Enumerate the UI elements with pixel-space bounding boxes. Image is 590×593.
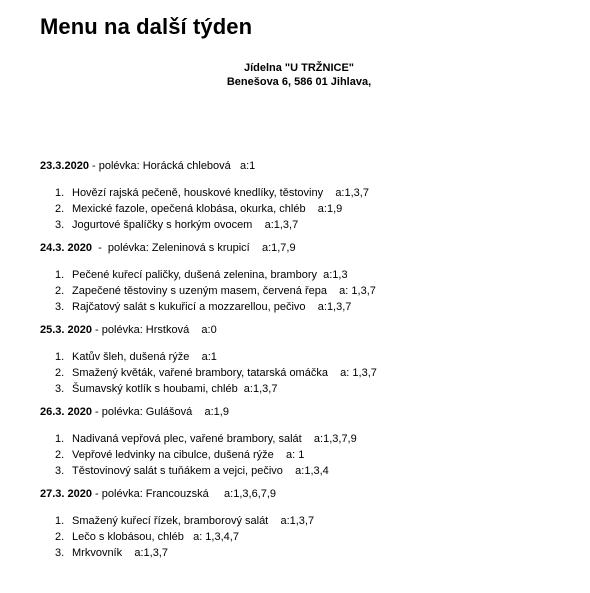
meal-text: Jogurtové špalíčky s horkým ovocem a:1,3,7: [72, 219, 299, 231]
meal-text: Zapečené těstoviny s uzeným masem, červená řepa a: 1,3,7: [72, 285, 376, 297]
meal-item: [40, 432, 580, 448]
day-heading: [40, 487, 580, 501]
meal-item: [40, 530, 580, 546]
meal-item: [40, 448, 580, 464]
meal-item: [40, 382, 580, 398]
meal-number: 2.: [55, 531, 65, 543]
meal-number: 3.: [55, 301, 65, 313]
meal-item: [40, 350, 580, 366]
meal-number: 1.: [55, 187, 65, 199]
day-section: [40, 159, 580, 234]
day-date: 26.3. 2020: [40, 406, 92, 418]
soup-info: - polévka: Gulášová a:1,9: [92, 406, 229, 418]
meal-item: [40, 366, 580, 382]
meal-text: Smažený kuřecí řízek, bramborový salát a:1,3,7: [72, 515, 315, 527]
day-heading: [40, 241, 580, 255]
meal-number: 1.: [55, 269, 65, 281]
day-section: [40, 487, 580, 562]
meal-text: Hovězí rajská pečeně, houskové knedlíky, těstoviny a:1,3,7: [72, 187, 369, 199]
meal-list: [40, 186, 580, 234]
soup-info: - polévka: Francouzská a:1,3,6,7,9: [92, 488, 277, 500]
meal-item: [40, 218, 580, 234]
page-title: Menu na další týden: [40, 14, 253, 39]
meal-item: [40, 300, 580, 316]
weekly-menu: [40, 159, 580, 562]
meal-list: [40, 432, 580, 480]
meal-number: 2.: [55, 285, 65, 297]
day-section: [40, 241, 580, 316]
meal-number: 3.: [55, 465, 65, 477]
meal-text: Lečo s klobásou, chléb a: 1,3,4,7: [72, 531, 239, 543]
meal-number: 2.: [55, 203, 65, 215]
day-section: [40, 405, 580, 480]
meal-item: [40, 546, 580, 562]
meal-number: 3.: [55, 219, 65, 231]
soup-info: - polévka: Horácká chlebová a:1: [88, 160, 256, 172]
meal-item: [40, 268, 580, 284]
meal-text: Mexické fazole, opečená klobása, okurka, chléb a:1,9: [72, 203, 343, 215]
soup-info: - polévka: Zeleninová s krupicí a:1,7,9: [92, 242, 296, 254]
meal-text: Šumavský kotlík s houbami, chléb a:1,3,7: [72, 383, 278, 395]
day-date: 27.3. 2020: [40, 488, 92, 500]
meal-item: [40, 186, 580, 202]
meal-number: 3.: [55, 383, 65, 395]
canteen-name: Jídelna "U TRŽNICE": [243, 62, 355, 74]
canteen-address: Benešova 6, 586 01 Jihlava,: [226, 76, 372, 88]
meal-number: 2.: [55, 367, 65, 379]
day-date: 24.3. 2020: [40, 242, 92, 254]
meal-text: Katův šleh, dušená rýže a:1: [72, 351, 217, 363]
meal-list: [40, 350, 580, 398]
day-date: 25.3. 2020: [40, 324, 92, 336]
day-heading: [40, 159, 580, 173]
meal-number: 1.: [55, 515, 65, 527]
day-heading: [40, 405, 580, 419]
meal-text: Těstovinový salát s tuňákem a vejci, pečivo a:1,3,4: [72, 465, 329, 477]
meal-text: Pečené kuřecí paličky, dušená zelenina, brambory a:1,3: [72, 269, 348, 281]
meal-text: Vepřové ledvinky na cibulce, dušená rýže a: 1: [72, 449, 305, 461]
meal-item: [40, 514, 580, 530]
meal-text: Mrkvovník a:1,3,7: [72, 547, 168, 559]
day-heading: [40, 323, 580, 337]
meal-number: 2.: [55, 449, 65, 461]
meal-item: [40, 464, 580, 480]
meal-text: Smažený květák, vařené brambory, tatarská omáčka a: 1,3,7: [72, 367, 377, 379]
meal-text: Rajčatový salát s kukuřicí a mozzarellou, pečivo a:1,3,7: [72, 301, 352, 313]
canteen-header: [0, 61, 590, 89]
meal-number: 3.: [55, 547, 65, 559]
meal-item: [40, 202, 580, 218]
soup-info: - polévka: Hrstková a:0: [92, 324, 217, 336]
meal-text: Nadivaná vepřová plec, vařené brambory, salát a:1,3,7,9: [72, 433, 357, 445]
meal-number: 1.: [55, 351, 65, 363]
day-date: 23.3.2020: [40, 160, 89, 172]
meal-list: [40, 268, 580, 316]
meal-list: [40, 514, 580, 562]
meal-item: [40, 284, 580, 300]
meal-number: 1.: [55, 433, 65, 445]
day-section: [40, 323, 580, 398]
